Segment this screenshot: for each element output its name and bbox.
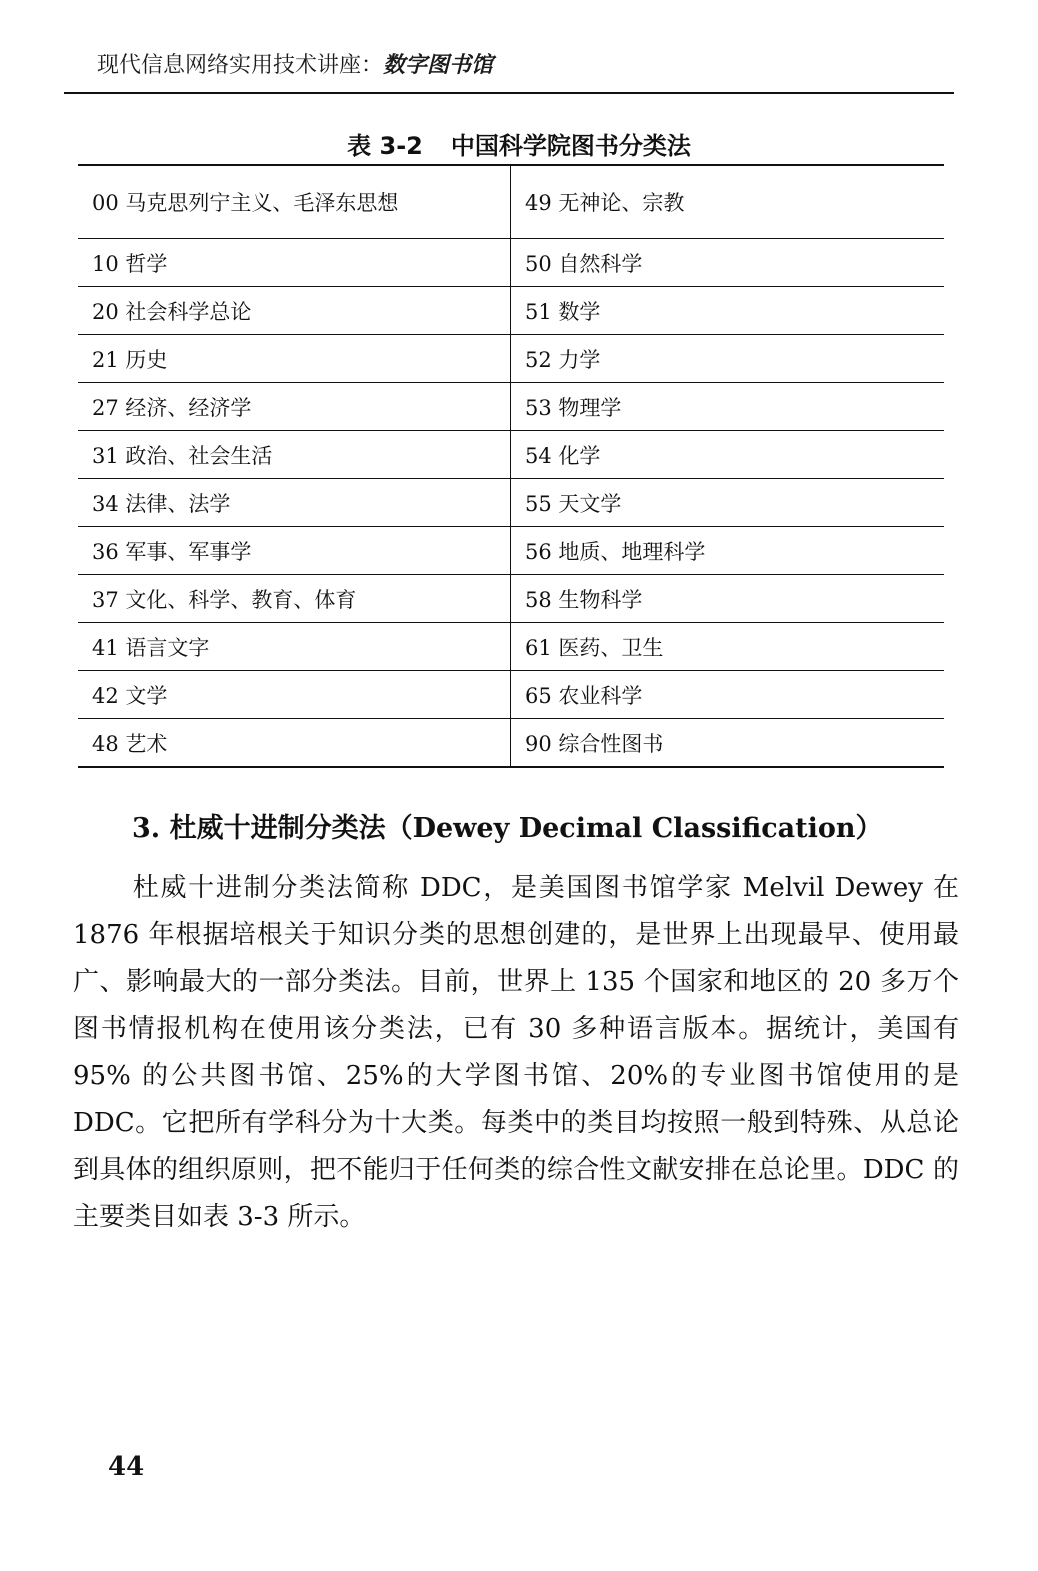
table-cell-right: 55 天文学 (511, 479, 945, 527)
table-cell-right: 54 化学 (511, 431, 945, 479)
header-rule (64, 92, 954, 94)
table-cell-right: 90 综合性图书 (511, 719, 945, 768)
table-cell-left: 41 语言文字 (78, 623, 511, 671)
table-row (78, 165, 944, 239)
table-cell-right: 49 无神论、宗教 (511, 165, 945, 239)
table-caption-title: 中国科学院图书分类法 (450, 132, 691, 160)
table-cell-left: 20 社会科学总论 (78, 287, 511, 335)
table-row (78, 383, 944, 431)
table-caption (0, 126, 1038, 161)
table-cell-right: 65 农业科学 (511, 671, 945, 719)
table-cell-left: 21 历史 (78, 335, 511, 383)
table-cell-right: 58 生物科学 (511, 575, 945, 623)
table-row (78, 575, 944, 623)
table-cell-left: 27 经济、经济学 (78, 383, 511, 431)
table-caption-number: 表 3-2 (347, 132, 423, 160)
table-row (78, 527, 944, 575)
body-paragraph (73, 865, 959, 1241)
running-head-subtitle: 数字图书馆 (383, 53, 494, 78)
page-number: 44 (108, 1452, 145, 1482)
table-cell-left: 48 艺术 (78, 719, 511, 768)
body-paragraph-text: 杜威十进制分类法简称 DDC，是美国图书馆学家 Melvil Dewey 在 1876 年根据培根关于知识分类的思想创建的，是世界上出现最早、使用最广、影响最大的一部分类法。目前，世界上 135 个国家和地区的 20 多万个图书情报机构在使用该分类法，已有 30 多种语言版本。据统计，美国有 95% 的公共图书馆、25%的大学图书馆、20%的专业图书馆使用的是 DDC。它把所有学科分为十大类。每类中的类目均按照一般到特殊、从总论到具体的组织原则，把不能归于任何类的综合性文献安排在总论里。DDC 的主要类目如表 3-3 所示。 (73, 873, 959, 1232)
table-row (78, 671, 944, 719)
table-row (78, 335, 944, 383)
table-row (78, 239, 944, 287)
table-row (78, 719, 944, 768)
running-head-title: 现代信息网络实用技术讲座： (97, 53, 384, 78)
table-cell-right: 52 力学 (511, 335, 945, 383)
table-cell-left: 00 马克思列宁主义、毛泽东思想 (78, 165, 511, 239)
table-cell-right: 61 医药、卫生 (511, 623, 945, 671)
table-row (78, 479, 944, 527)
table-row (78, 623, 944, 671)
table-cell-right: 50 自然科学 (511, 239, 945, 287)
table-cell-left: 42 文学 (78, 671, 511, 719)
table-cell-left: 37 文化、科学、教育、体育 (78, 575, 511, 623)
table-row (78, 431, 944, 479)
table-row (78, 287, 944, 335)
classification-table (78, 164, 944, 768)
table-cell-right: 53 物理学 (511, 383, 945, 431)
table-cell-left: 10 哲学 (78, 239, 511, 287)
table-cell-left: 36 军事、军事学 (78, 527, 511, 575)
table-cell-right: 51 数学 (511, 287, 945, 335)
running-head (97, 48, 493, 79)
table-cell-left: 31 政治、社会生活 (78, 431, 511, 479)
table-cell-left: 34 法律、法学 (78, 479, 511, 527)
table-cell-right: 56 地质、地理科学 (511, 527, 945, 575)
section-heading: 3. 杜威十进制分类法（Dewey Decimal Classification） (132, 813, 883, 844)
